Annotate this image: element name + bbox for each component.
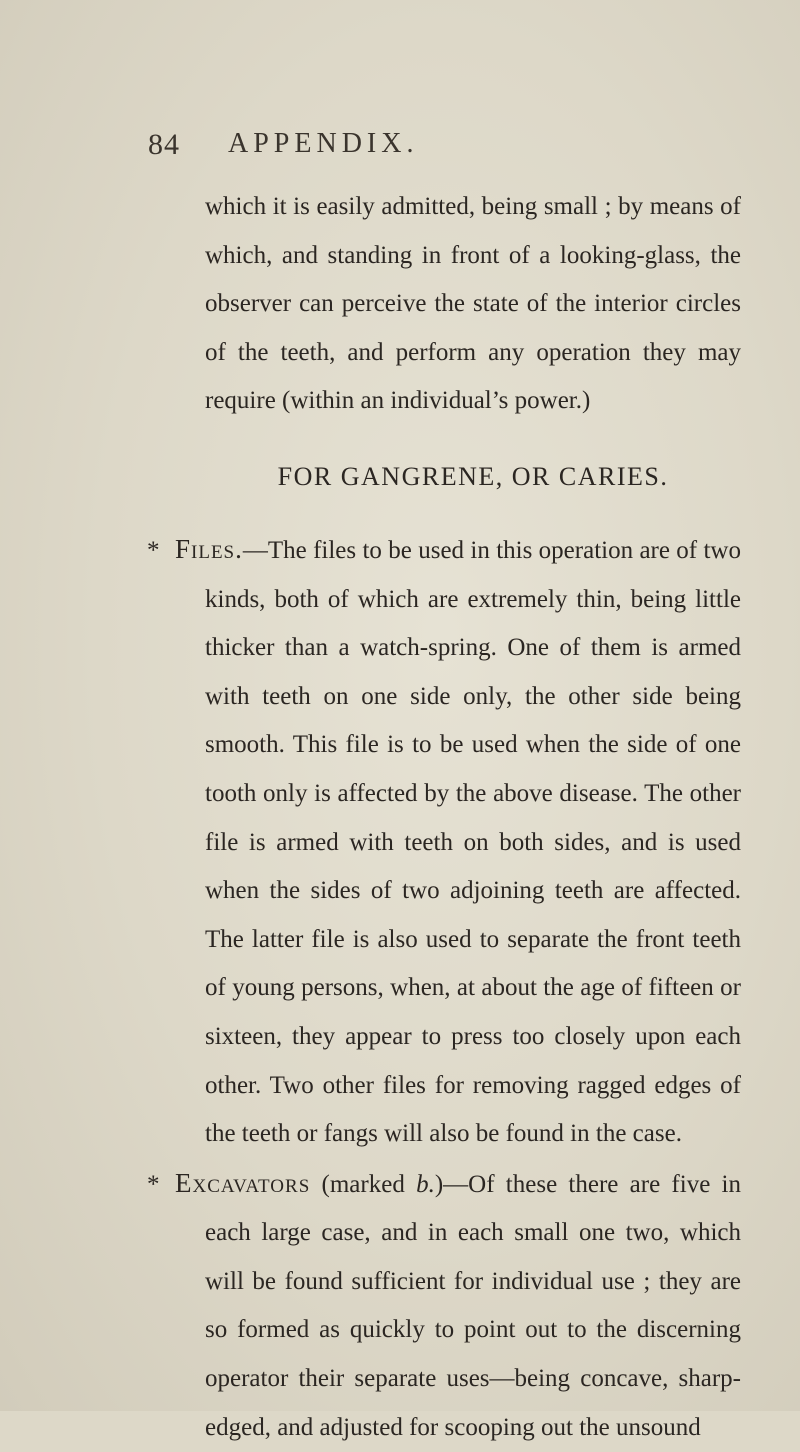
entry-mark: b. — [416, 1170, 435, 1198]
entry-term: Files. — [175, 533, 243, 564]
entry-text-before: (marked — [310, 1170, 417, 1198]
page-number: 84 — [148, 128, 180, 161]
entry-excavators — [147, 1159, 741, 1452]
body-text — [147, 183, 741, 1452]
running-head — [148, 128, 788, 168]
running-title: APPENDIX. — [228, 128, 419, 159]
opening-paragraph: which it is easily admitted, being small ; by means of which, and standing in front of a looking-glass, the observer can perceive the state of the interior circles of the teeth, and perform any operation they may require (within an individual’s power.) — [205, 193, 741, 415]
entry-text-after: )—Of these there are five in each large case, and in each small one two, which will be found sufficient for individual use ; they are so formed as quickly to point out to the discerning operator their separate uses—being concave, sharp-edged, and adjusted for scooping out the unsound — [205, 1170, 741, 1441]
section-heading: FOR GANGRENE, OR CARIES. — [277, 461, 669, 491]
asterisk-marker: * — [147, 536, 160, 564]
entry-term: Excavators — [175, 1167, 311, 1198]
asterisk-marker: * — [147, 1170, 160, 1198]
entry-text: —The files to be used in this operation are of two kinds, both of which are extremely thin, being little thicker than a watch-spring. One of them is armed with teeth on one side only, the other side being smooth. This file is to be used when the side of one tooth only is affected by the above disease. The other file is armed with teeth on both sides, and is used when the sides of two adjoining teeth are affected. The latter file is also used to separate the front teeth of young persons, when, at about the age of fifteen or sixteen, they appear to press too closely upon each other. Two other files for removing ragged edges of the teeth or fangs will also be found in the case. — [205, 536, 741, 1148]
entry-files — [147, 525, 741, 1159]
